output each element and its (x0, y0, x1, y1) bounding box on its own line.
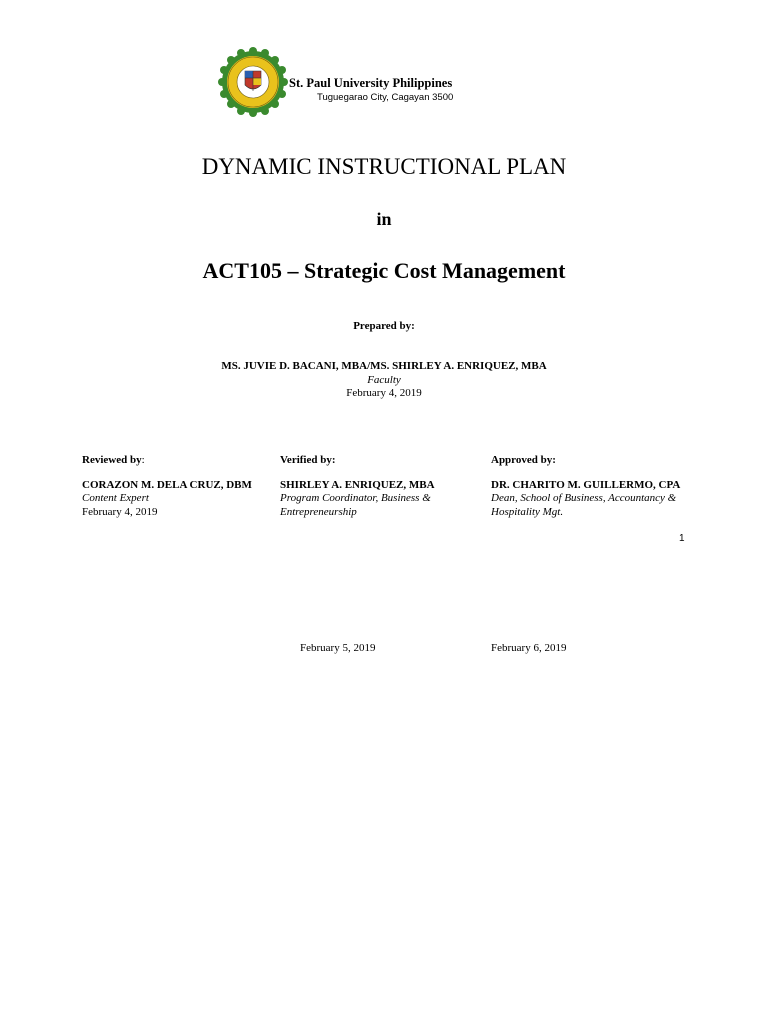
approver-role-line-1: Dean, School of Business, Accountancy & (491, 492, 677, 504)
approved-by-block (491, 454, 680, 519)
approved-by-label: Approved by: (491, 454, 556, 466)
university-seal-logo-icon (218, 47, 288, 117)
reviewer-name: CORAZON M. DELA CRUZ, DBM (82, 478, 252, 491)
verified-by-block (280, 454, 435, 519)
verifier-role-line-2: Entrepreneurship (280, 505, 357, 518)
verifier-role-line-1: Program Coordinator, Business & (280, 492, 431, 504)
reviewed-by-label: Reviewed by: (82, 454, 145, 466)
reviewed-by-block (82, 454, 252, 519)
title-connector: in (376, 209, 392, 229)
preparers-names: MS. JUVIE D. BACANI, MBA/MS. SHIRLEY A. ENRIQUEZ, MBA (221, 360, 547, 372)
verified-date: February 5, 2019 (300, 642, 376, 654)
document-title: DYNAMIC INSTRUCTIONAL PLAN (201, 154, 567, 179)
prepared-by-label: Prepared by: (353, 320, 415, 332)
reviewed-date: February 4, 2019 (82, 505, 158, 518)
preparers-role: Faculty (367, 374, 401, 386)
approved-date: February 6, 2019 (491, 642, 567, 654)
page-number: 1 (679, 533, 685, 544)
reviewer-role: Content Expert (82, 492, 149, 504)
verifier-name: SHIRLEY A. ENRIQUEZ, MBA (280, 478, 435, 491)
prepared-date: February 4, 2019 (346, 387, 422, 399)
university-address: Tuguegarao City, Cagayan 3500 (317, 92, 454, 103)
verified-by-label: Verified by: (280, 454, 336, 466)
approver-role-line-2: Hospitality Mgt. (491, 505, 564, 518)
course-title: ACT105 – Strategic Cost Management (202, 258, 566, 283)
approver-name: DR. CHARITO M. GUILLERMO, CPA (491, 478, 681, 491)
university-name: St. Paul University Philippines (289, 76, 453, 90)
